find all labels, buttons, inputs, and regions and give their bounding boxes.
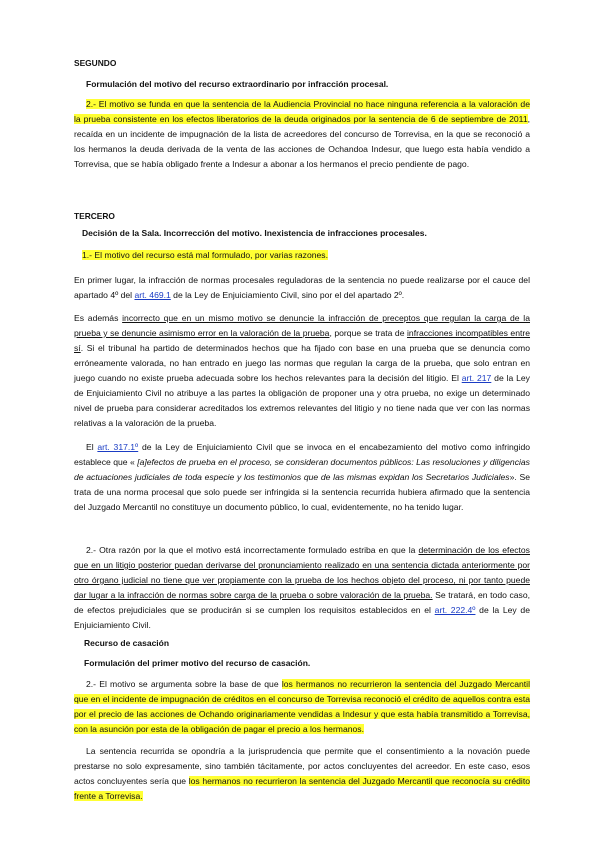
- section-heading-segundo: SEGUNDO: [74, 58, 117, 68]
- section-heading-casacion: Recurso de casación: [84, 638, 170, 648]
- paragraph-casacion-2: [74, 744, 530, 804]
- paragraph-text: Se tratará, en todo caso, de efectos prejudiciales que se producirán si se cumplen los requisitos establecidos en el: [74, 590, 531, 615]
- paragraph-text: de la Ley de Enjuiciamiento Civil, sino por el del apartado 2º.: [170, 290, 405, 300]
- paragraph-tercero-3: [74, 311, 530, 431]
- highlighted-text: los hermanos no recurrieron la sentencia del Juzgado Mercantil que reconocía su crédito frente a Torrevisa.: [74, 776, 530, 801]
- paragraph-text: , recaída en un incidente de impugnación de la lista de acreedores del concurso de Torrevisa, en la que se reconoció a los hermanos la deuda derivada de la venta de las acciones de Ochandoa Indesur, que luego esta había vendido a Torrevisa, que se había obligado frente a Indesur a abonar a los hermanos el precio pendiente de pago.: [74, 114, 530, 169]
- paragraph-text: de la Ley de Enjuiciamiento Civil no atribuye a las partes la obligación de proponer una y otra prueba, no exige un determinado nivel de prueba para considerar acreditados los extremos relevantes del litigio y no tiene nada que ver con las normas relativas a la valoración de la prueba.: [74, 373, 530, 428]
- paragraph-text: ». Se trata de una norma procesal que solo puede ser infringida si la sentencia recurrida hubiera afirmado que la sentencia del Juzgado Mercantil no constituye un documento público, lo cual, evidentemente, no ha tenido lugar.: [74, 472, 530, 512]
- underlined-text: incorrecto que en un mismo motivo se denuncie la infracción de preceptos que regulan la carga de la prueba y se denuncie asimismo error en la valoración de la prueba: [74, 313, 530, 338]
- highlighted-text: los hermanos no recurrieron la sentencia del Juzgado Mercantil que en el incidente de impugnación de créditos en el concurso de Torrevisa reconoció el crédito de aquellos contra esta por el precio de las acciones de Ochando originariamente vendidas a Indesur y que esta había transmitido a Torrevisa, con la asunción por esta de la obligación de pagar el precio a los hermanos.: [74, 679, 530, 734]
- paragraph-tercero-2: [74, 273, 530, 303]
- paragraph-text: de la Ley de Enjuiciamiento Civil.: [74, 605, 530, 630]
- quoted-text: [a]efectos de prueba en el proceso, se consideran documentos públicos: Las resoluciones y diligencias de actuaciones judiciales de toda especie y los testimonios que de las mismas expidan los Secretarios Judiciales: [74, 457, 530, 482]
- paragraph-text: 2.- El motivo se argumenta sobre la base de que: [86, 679, 282, 689]
- paragraph-text: En primer lugar, la infracción de normas procesales reguladoras de la sentencia no puede realizarse por el cauce del apartado 4º del: [74, 275, 530, 300]
- paragraph-segundo-2: [74, 97, 530, 172]
- section-subheading-segundo: Formulación del motivo del recurso extraordinario por infracción procesal.: [86, 79, 389, 89]
- paragraph-text: de la Ley de Enjuiciamiento Civil que se invoca en el encabezamiento del motivo como infringido establece que «: [74, 442, 531, 467]
- law-article-link[interactable]: art. 317.1º: [97, 442, 139, 452]
- underlined-text: infracciones incompatibles entre sí: [74, 328, 531, 353]
- paragraph-casacion-1: [74, 677, 530, 737]
- paragraph-tercero-1: [82, 248, 538, 263]
- paragraph-text: . Si el tribunal ha partido de determinados hechos que ha fijado con base en una prueba que se denuncia como erróneamente valorada, no han entrado en juego las normas que regulan la carga de la prueba, que solo entran en juego cuando no existe prueba adecuada sobre los hechos relevantes para la decisión del litigio. El: [74, 343, 530, 383]
- law-article-link[interactable]: art. 217: [461, 373, 492, 383]
- highlighted-text: El motivo se funda en que la sentencia de la Audiencia Provincial no hace ninguna referencia a la valoración de la prueba consistente en los efectos liberatorios de la deuda originados por la sentencia de 6 de septiembre de 2011: [74, 99, 530, 124]
- section-subheading-casacion: Formulación del primer motivo del recurso de casación.: [84, 658, 311, 668]
- paragraph-text: 2.- Otra razón por la que el motivo está incorrectamente formulado estriba en que la: [86, 545, 419, 555]
- highlighted-text: 1.- El motivo del recurso está mal formulado, por varias razones.: [82, 250, 328, 260]
- paragraph-tercero-5: [74, 543, 530, 633]
- paragraph-text: , porque se trata de: [329, 328, 407, 338]
- law-article-link[interactable]: art. 469.1: [134, 290, 171, 300]
- paragraph-number: 2.-: [86, 99, 99, 109]
- paragraph-text: Es además: [74, 313, 123, 323]
- section-heading-tercero: TERCERO: [74, 211, 115, 221]
- section-subheading-tercero: Decisión de la Sala. Incorrección del motivo. Inexistencia de infracciones procesales.: [82, 228, 427, 238]
- paragraph-text: La sentencia recurrida se opondría a la jurisprudencia que permite que el consentimiento a la novación puede prestarse no solo expresamente, sino también tácitamente, por actos concluyentes del acreedor. En este caso, esos actos concluyentes sería que: [74, 746, 530, 786]
- paragraph-text: El: [86, 442, 98, 452]
- paragraph-tercero-4: [74, 440, 530, 515]
- law-article-link[interactable]: art. 222.4º: [434, 605, 476, 615]
- underlined-text: determinación de los efectos que en un litigio posterior puedan derivarse del pronunciamiento realizado en una sentencia dictada anteriormente por otro órgano judicial no tiene que ver propiamente con la prueba de los hechos objeto del proceso, ni por tanto puede dar lugar a la infracción de normas sobre carga de la prueba o sobre valoración de la prueba.: [74, 545, 530, 600]
